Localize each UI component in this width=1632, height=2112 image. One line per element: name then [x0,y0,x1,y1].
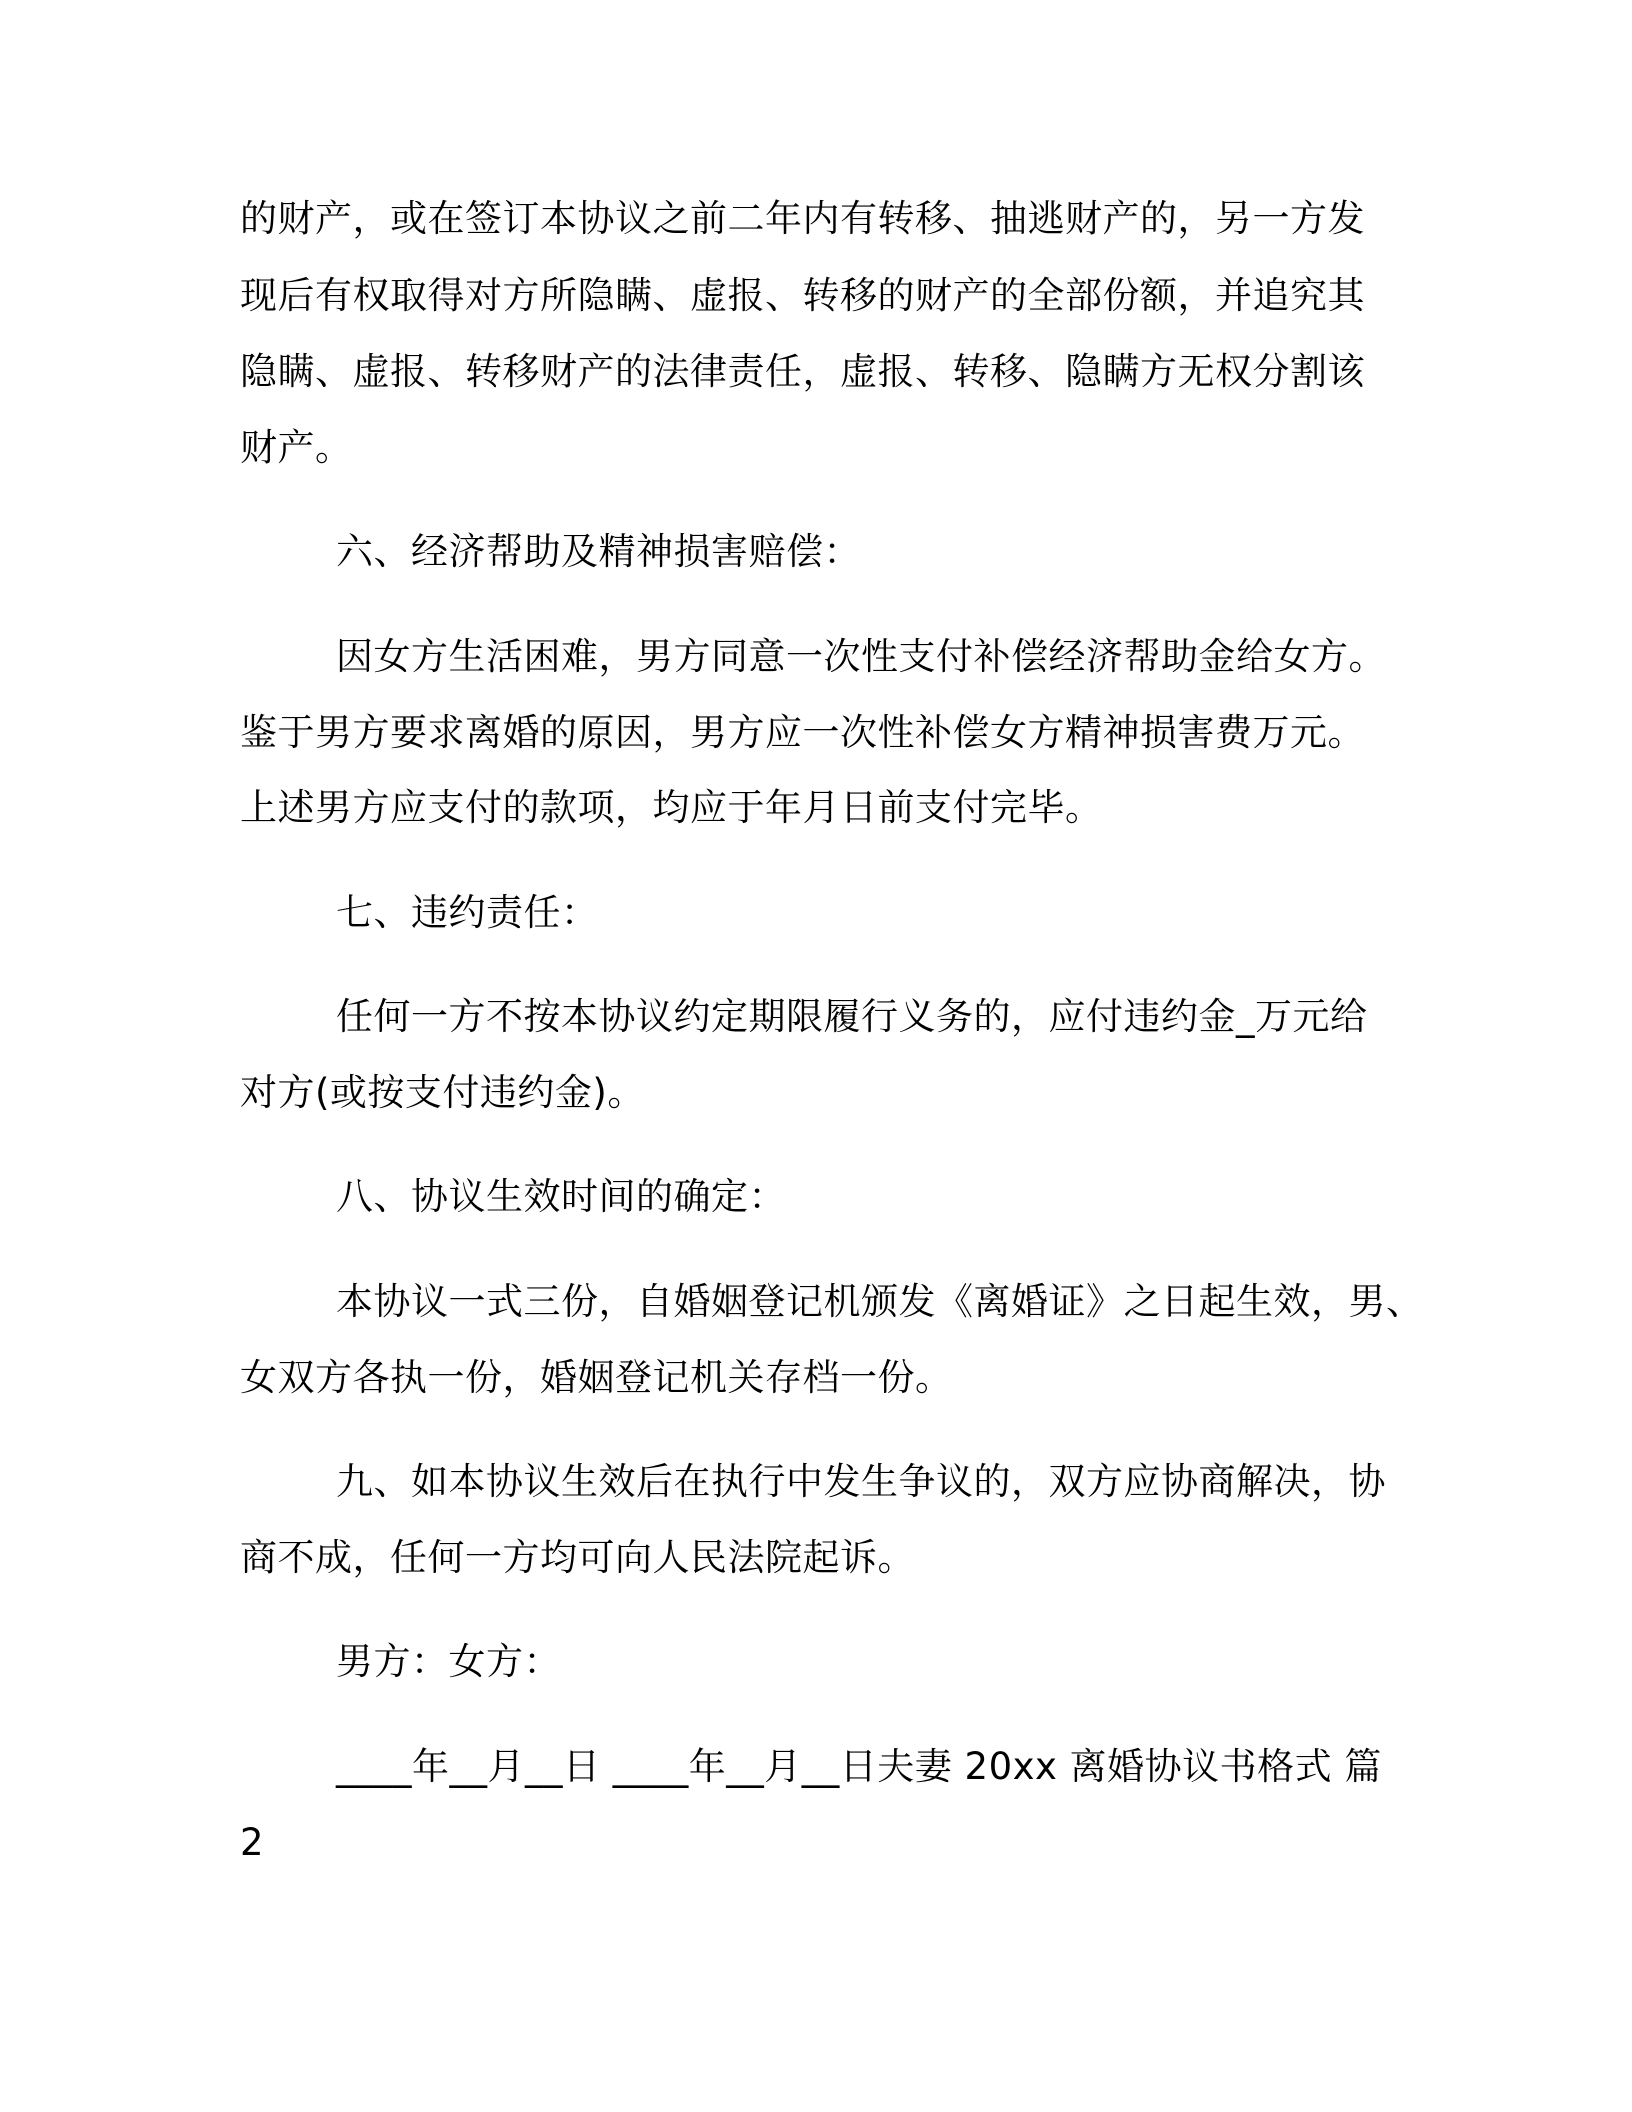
paragraph-line: 现后有权取得对方所隐瞒、虚报、转移的财产的全部份额，并追究其 [240,274,1365,317]
paragraph-line: 任何一方不按本协议约定期限履行义务的，应付违约金_万元给 [336,995,1368,1038]
paragraph-line: 鉴于男方要求离婚的原因，男方应一次性补偿女方精神损害费万元。 [240,711,1365,754]
paragraph-line: 女双方各执一份，婚姻登记机关存档一份。 [240,1356,953,1399]
paragraph-line: 本协议一式三份，自婚姻登记机颁发《离婚证》之日起生效，男、 [336,1280,1424,1323]
signature-line: 男方：女方： [336,1640,561,1683]
section-heading-8: 八、协议生效时间的确定： [336,1175,786,1218]
paragraph-line: 上述男方应支付的款项，均应于年月日前支付完毕。 [240,786,1103,829]
paragraph-line: 商不成，任何一方均可向人民法院起诉。 [240,1536,915,1579]
section-heading-9: 九、如本协议生效后在执行中发生争议的，双方应协商解决，协 [336,1460,1386,1503]
section-heading-6: 六、经济帮助及精神损害赔偿： [336,530,861,573]
paragraph-line: 对方(或按支付违约金)。 [240,1071,645,1114]
date-line: ____年__月__日 ____年__月__日夫妻 20xx 离婚协议书格式 篇 [336,1745,1382,1788]
paragraph-line: 2 [240,1821,265,1864]
paragraph-line: 的财产，或在签订本协议之前二年内有转移、抽逃财产的，另一方发 [240,197,1365,240]
paragraph-line: 财产。 [240,426,353,469]
paragraph-line: 隐瞒、虚报、转移财产的法律责任，虚报、转移、隐瞒方无权分割该 [240,350,1365,393]
paragraph-line: 因女方生活困难，男方同意一次性支付补偿经济帮助金给女方。 [336,635,1386,678]
section-heading-7: 七、违约责任： [336,891,599,934]
